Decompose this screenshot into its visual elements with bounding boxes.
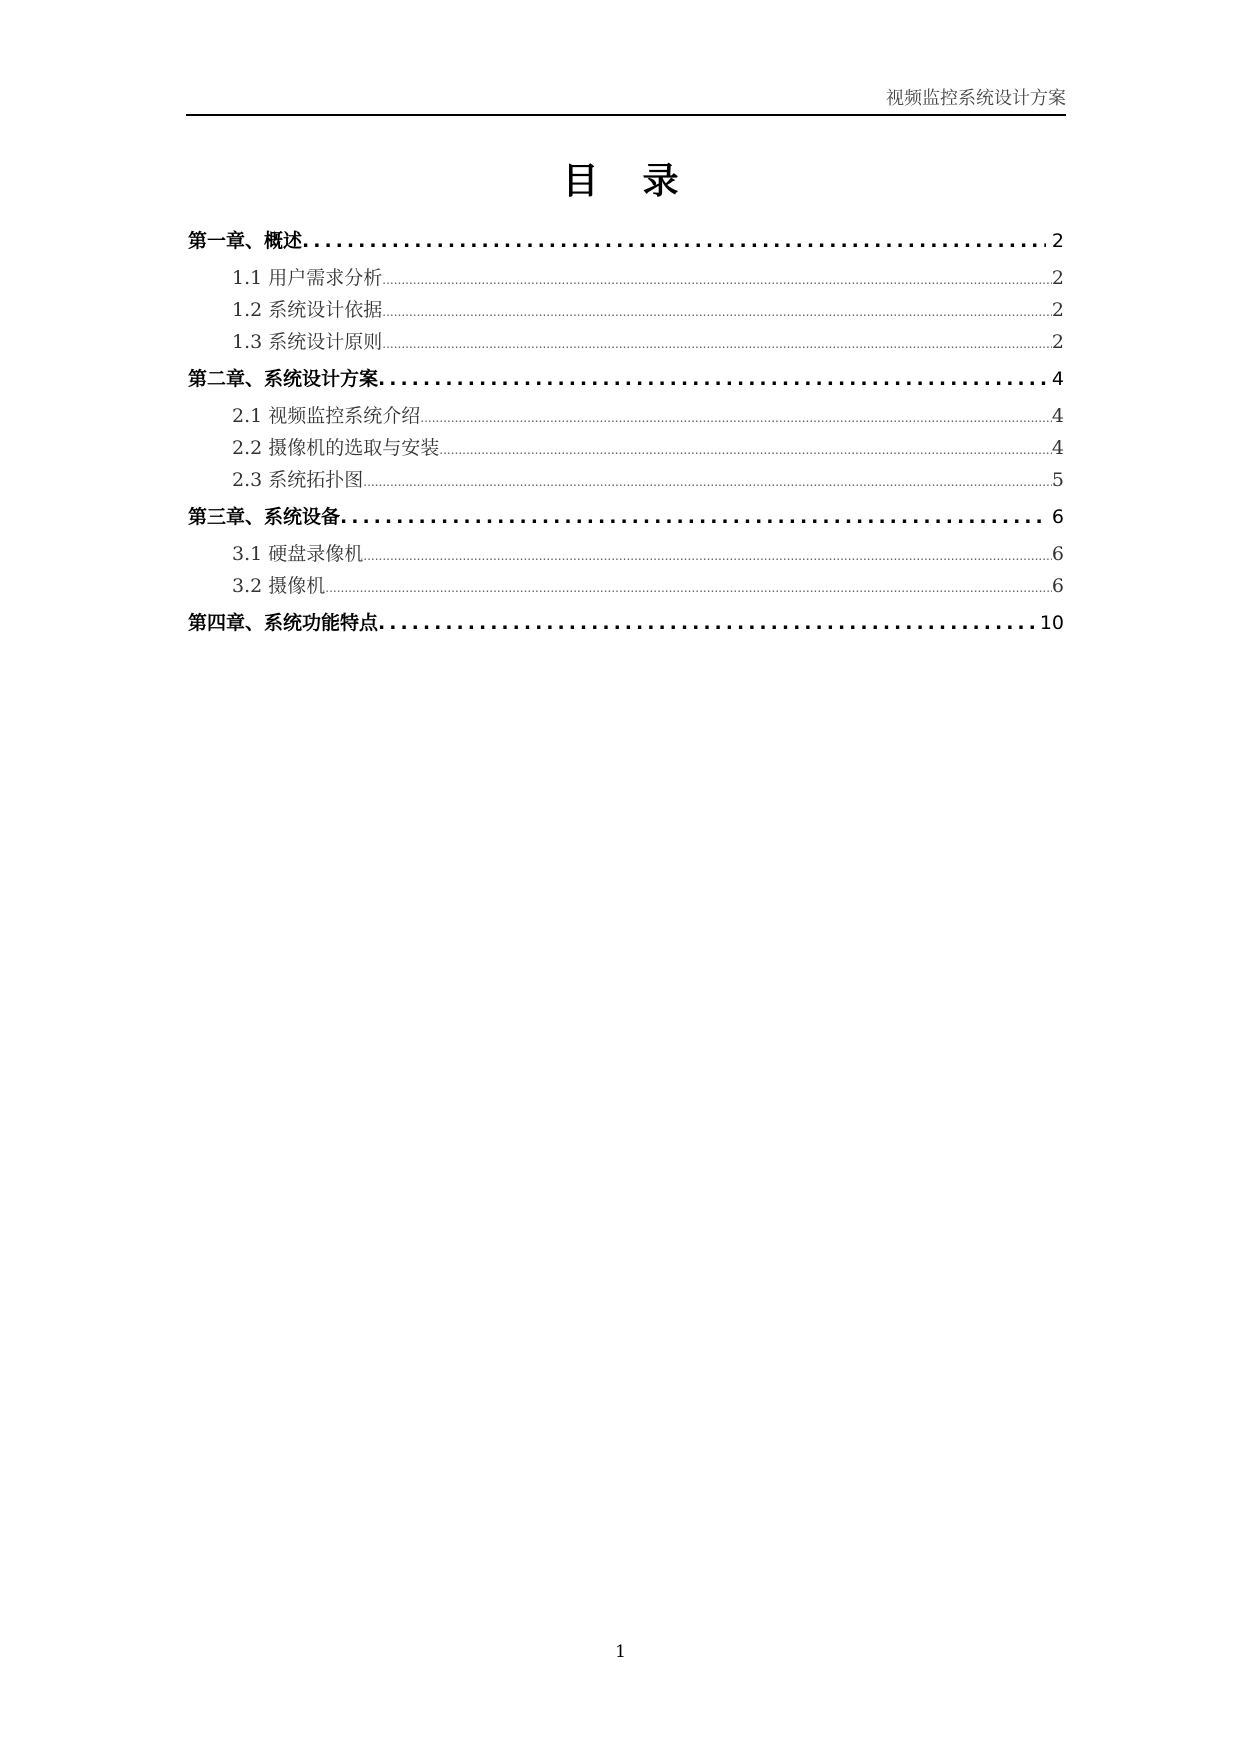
- toc-chapter-label: 第一章、概述: [188, 230, 303, 252]
- dot-leader: [382, 296, 1052, 328]
- dot-leader: [378, 606, 1034, 640]
- toc-section-1-3[interactable]: [188, 326, 1064, 358]
- dot-leader: [325, 572, 1052, 604]
- toc-chapter-label: 第二章、系统设计方案: [188, 368, 379, 390]
- toc-section-label: 3.2 摄像机: [232, 575, 326, 597]
- dot-leader: [340, 500, 1046, 534]
- toc-page-number: 2: [1051, 230, 1064, 252]
- toc-section-2-2[interactable]: [188, 432, 1064, 464]
- page-header: [186, 84, 1066, 116]
- dot-leader: [363, 466, 1052, 498]
- dot-leader: [302, 224, 1046, 258]
- footer-page-number: 1: [615, 1642, 626, 1662]
- table-of-contents: [188, 224, 1064, 640]
- toc-section-1-2[interactable]: [188, 294, 1064, 326]
- toc-section-label: 1.1 用户需求分析: [232, 267, 383, 289]
- toc-page-number: 6: [1051, 575, 1064, 597]
- toc-chapter-2[interactable]: [188, 362, 1064, 396]
- toc-page-number: 4: [1051, 405, 1064, 427]
- toc-title: 目录: [562, 161, 723, 202]
- toc-section-label: 3.1 硬盘录像机: [232, 543, 364, 565]
- toc-chapter-4[interactable]: [188, 606, 1064, 640]
- toc-section-label: 1.3 系统设计原则: [232, 331, 383, 353]
- toc-section-3-2[interactable]: [188, 570, 1064, 602]
- toc-page-number: 6: [1051, 543, 1064, 565]
- toc-chapter-label: 第三章、系统设备: [188, 506, 341, 528]
- header-title: 视频监控系统设计方案: [886, 88, 1066, 109]
- toc-chapter-1[interactable]: [188, 224, 1064, 258]
- toc-page-number: 10: [1039, 612, 1064, 634]
- toc-section-1-1[interactable]: [188, 262, 1064, 294]
- dot-leader: [420, 402, 1052, 434]
- dot-leader: [378, 362, 1046, 396]
- toc-chapter-label: 第四章、系统功能特点: [188, 612, 379, 634]
- toc-section-3-1[interactable]: [188, 538, 1064, 570]
- toc-chapter-3[interactable]: [188, 500, 1064, 534]
- dot-leader: [382, 264, 1052, 296]
- dot-leader: [439, 434, 1052, 466]
- toc-section-label: 2.2 摄像机的选取与安装: [232, 437, 440, 459]
- toc-section-2-3[interactable]: [188, 464, 1064, 496]
- toc-page-number: 4: [1051, 437, 1064, 459]
- toc-page-number: 2: [1051, 331, 1064, 353]
- toc-page-number: 2: [1051, 299, 1064, 321]
- toc-page-number: 4: [1051, 368, 1064, 390]
- toc-section-label: 2.1 视频监控系统介绍: [232, 405, 421, 427]
- toc-section-label: 1.2 系统设计依据: [232, 299, 383, 321]
- toc-section-label: 2.3 系统拓扑图: [232, 469, 364, 491]
- toc-section-2-1[interactable]: [188, 400, 1064, 432]
- dot-leader: [382, 328, 1052, 360]
- toc-page-number: 6: [1051, 506, 1064, 528]
- dot-leader: [363, 540, 1052, 572]
- toc-page-number: 5: [1051, 469, 1064, 491]
- toc-page-number: 2: [1051, 267, 1064, 289]
